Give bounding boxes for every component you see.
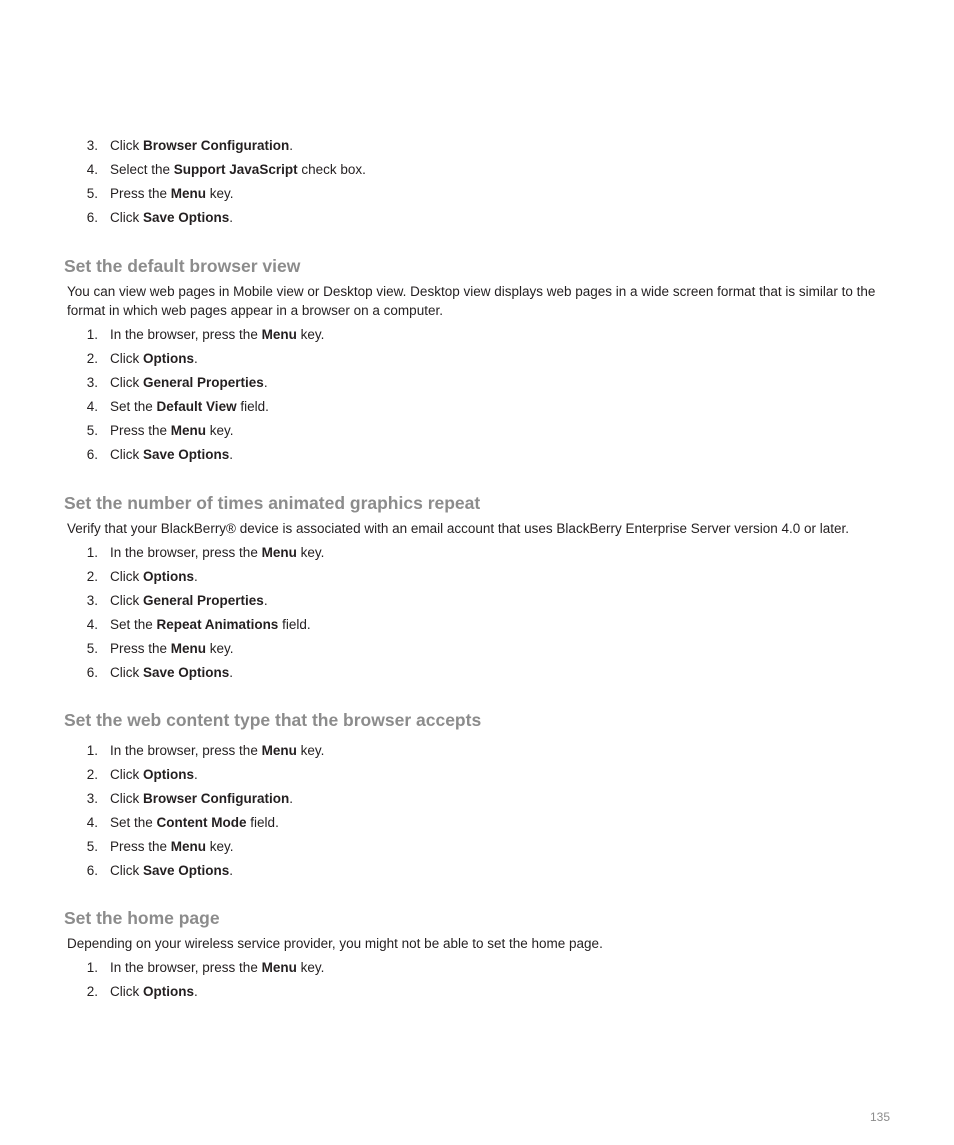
- section-heading-default-browser-view: Set the default browser view: [64, 256, 301, 276]
- list-item: 2. Click Options.: [86, 984, 198, 999]
- section-heading-home-page: Set the home page: [64, 908, 220, 928]
- list-item: 1. In the browser, press the Menu key.: [86, 327, 325, 342]
- list-item: 2. Click Options.: [86, 351, 198, 366]
- list-item: 4. Set the Content Mode field.: [86, 815, 279, 830]
- list-item: 6. Click Save Options.: [86, 863, 234, 878]
- page-number: 135: [869, 1110, 890, 1124]
- list-item: 1. In the browser, press the Menu key.: [86, 545, 325, 560]
- list-item: 1. In the browser, press the Menu key.: [86, 960, 325, 975]
- list-item: 5. Press the Menu key.: [86, 423, 234, 438]
- list-item: 5. Press the Menu key.: [86, 186, 234, 201]
- list-item: 3. Click Browser Configuration.: [86, 138, 294, 153]
- intro-steps-list: [0, 134, 954, 230]
- list-item: 6. Click Save Options.: [86, 665, 234, 680]
- steps-list: [0, 956, 954, 1004]
- list-item: 5. Press the Menu key.: [86, 641, 234, 656]
- list-item: 4. Set the Default View field.: [86, 399, 269, 414]
- steps-list: [0, 739, 954, 883]
- section-heading-animated-graphics-repeat: Set the number of times animated graphics repeat: [64, 493, 481, 513]
- list-item: 1. In the browser, press the Menu key.: [86, 743, 325, 758]
- list-item: 2. Click Options.: [86, 569, 198, 584]
- list-item: 4. Select the Support JavaScript check box.: [86, 162, 366, 177]
- list-item: 2. Click Options.: [86, 767, 198, 782]
- list-item: 4. Set the Repeat Animations field.: [86, 617, 311, 632]
- section-description: Verify that your BlackBerry® device is associated with an email account that uses BlackBerry Enterprise Server version 4.0 or later.: [67, 521, 850, 536]
- section-description: Depending on your wireless service provider, you might not be able to set the home page.: [67, 936, 603, 951]
- list-item: 3. Click General Properties.: [86, 375, 268, 390]
- list-item: 3. Click General Properties.: [86, 593, 268, 608]
- list-item: 6. Click Save Options.: [86, 210, 234, 225]
- list-item: 5. Press the Menu key.: [86, 839, 234, 854]
- list-item: 6. Click Save Options.: [86, 447, 234, 462]
- list-item: 3. Click Browser Configuration.: [86, 791, 294, 806]
- section-heading-web-content-type: Set the web content type that the browser accepts: [64, 710, 482, 730]
- steps-list: [0, 323, 954, 467]
- section-description: You can view web pages in Mobile view or Desktop view. Desktop view displays web pages in a wide screen format that is similar to the format in which web pages appear in a browser on a computer.: [67, 284, 876, 318]
- steps-list: [0, 541, 954, 685]
